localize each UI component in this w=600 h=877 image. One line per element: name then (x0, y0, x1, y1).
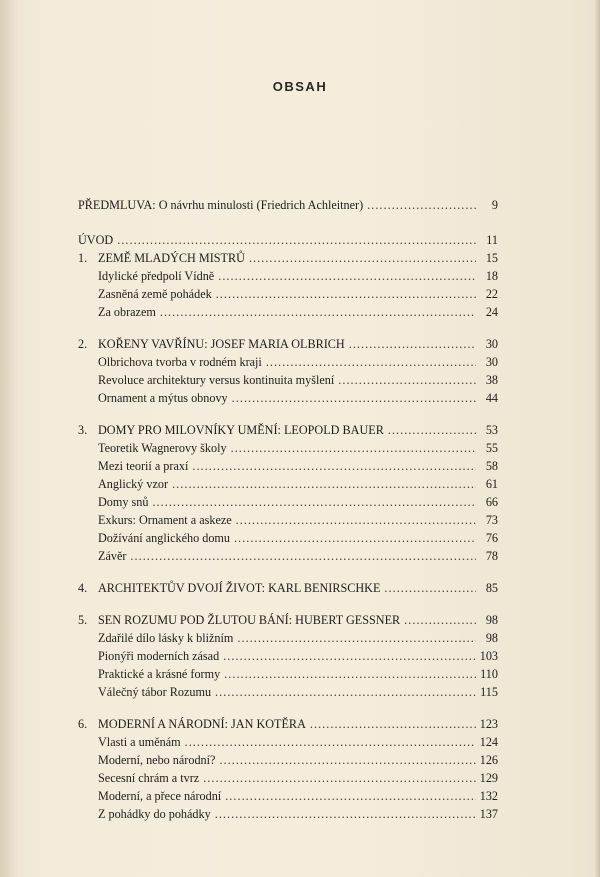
chapter-number: 2. (78, 337, 88, 351)
dot-leader (249, 249, 476, 267)
toc-page-number: 9 (491, 198, 498, 212)
toc-page-number: 53 (485, 423, 498, 437)
toc-subentry[interactable] (78, 511, 498, 529)
subentry-title: Zdařilé dílo lásky k bližním (98, 631, 234, 645)
dot-leader (223, 647, 476, 665)
toc-page-number: 124 (479, 735, 498, 749)
dot-leader (234, 529, 476, 547)
toc-page-number: 132 (479, 789, 498, 803)
toc-page-number: 110 (480, 667, 498, 681)
toc-subentry[interactable] (78, 457, 498, 475)
chapter-list (78, 249, 498, 823)
chapter-number: 6. (78, 717, 88, 731)
dot-leader (192, 457, 476, 475)
dot-leader (160, 303, 476, 321)
dot-leader (219, 751, 475, 769)
toc-page-number: 85 (485, 581, 498, 595)
toc-page-number: 73 (485, 513, 498, 527)
subentry-title: Secesní chrám a tvrz (98, 771, 200, 785)
subentry-title: Mezi teorií a praxí (98, 459, 189, 473)
dot-leader (215, 683, 476, 701)
dot-leader (231, 439, 476, 457)
subentry-title: Praktické a krásné formy (98, 667, 221, 681)
toc-chapter-6[interactable] (78, 715, 498, 733)
toc-page-number: 137 (479, 807, 498, 821)
toc-subentry[interactable] (78, 733, 498, 751)
dot-leader (232, 389, 476, 407)
toc-page-number: 15 (485, 251, 498, 265)
toc-page-number: 103 (479, 649, 498, 663)
chapter-number: 3. (78, 423, 88, 437)
dot-leader (404, 611, 476, 629)
toc-chapter-4[interactable] (78, 579, 498, 597)
toc-page-number: 129 (479, 771, 498, 785)
toc-subentry[interactable] (78, 647, 498, 665)
chapter-title: MODERNÍ A NÁRODNÍ: JAN KOTĚRA (98, 717, 306, 731)
toc-subentry[interactable] (78, 769, 498, 787)
dot-leader (225, 787, 476, 805)
chapter-number: 4. (78, 581, 88, 595)
toc-chapter-3[interactable] (78, 421, 498, 439)
table-of-contents (78, 196, 498, 823)
dot-leader (338, 371, 476, 389)
dot-leader (266, 353, 476, 371)
dot-leader (117, 231, 476, 249)
dot-leader (367, 196, 476, 214)
toc-subentry[interactable] (78, 389, 498, 407)
toc-subentry[interactable] (78, 303, 498, 321)
toc-entry-preface[interactable] (78, 196, 498, 214)
toc-page-number: 30 (485, 355, 498, 369)
dot-leader (310, 715, 476, 733)
toc-subentry[interactable] (78, 751, 498, 769)
dot-leader (152, 493, 476, 511)
subentry-title: Domy snů (98, 495, 149, 509)
toc-subentry[interactable] (78, 475, 498, 493)
dot-leader (236, 511, 476, 529)
dot-leader (203, 769, 476, 787)
toc-chapter-2[interactable] (78, 335, 498, 353)
toc-page-number: 38 (485, 373, 498, 387)
toc-subentry[interactable] (78, 493, 498, 511)
toc-page-number: 78 (485, 549, 498, 563)
subentry-title: Moderní, nebo národní? (98, 753, 216, 767)
toc-chapter-5[interactable] (78, 611, 498, 629)
subentry-title: Vlasti a uměnám (98, 735, 181, 749)
toc-entry-title: ÚVOD (78, 233, 114, 247)
subentry-title: Za obrazem (98, 305, 156, 319)
toc-entry-title: PŘEDMLUVA: O návrhu minulosti (Friedrich Achleitner) (78, 198, 364, 212)
dot-leader (218, 267, 476, 285)
toc-subentry[interactable] (78, 805, 498, 823)
toc-chapter-1[interactable] (78, 249, 498, 267)
toc-subentry[interactable] (78, 353, 498, 371)
toc-subentry[interactable] (78, 665, 498, 683)
chapter-title: DOMY PRO MILOVNÍKY UMĚNÍ: LEOPOLD BAUER (98, 423, 384, 437)
toc-subentry[interactable] (78, 629, 498, 647)
toc-subentry[interactable] (78, 285, 498, 303)
dot-leader (224, 665, 476, 683)
subentry-title: Revoluce architektury versus kontinuita myšlení (98, 373, 335, 387)
dot-leader (237, 629, 476, 647)
toc-subentry[interactable] (78, 371, 498, 389)
subentry-title: Olbrichova tvorba v rodném kraji (98, 355, 262, 369)
toc-page-number: 123 (479, 717, 498, 731)
subentry-title: Závěr (98, 549, 127, 563)
toc-page-number: 55 (485, 441, 498, 455)
subentry-title: Zasněná země pohádek (98, 287, 212, 301)
subentry-title: Exkurs: Ornament a askeze (98, 513, 232, 527)
toc-page-number: 18 (485, 269, 498, 283)
dot-leader (185, 733, 476, 751)
chapter-title: ARCHITEKTŮV DVOJÍ ŽIVOT: KARL BENIRSCHKE (98, 581, 381, 595)
dot-leader (388, 421, 476, 439)
toc-page-number: 115 (480, 685, 498, 699)
dot-leader (172, 475, 476, 493)
chapter-title: SEN ROZUMU POD ŽLUTOU BÁNÍ: HUBERT GESSNER (98, 613, 401, 627)
toc-page-number: 11 (486, 233, 498, 247)
toc-page-number: 22 (485, 287, 498, 301)
dot-leader (216, 285, 476, 303)
toc-entry-intro[interactable] (78, 231, 498, 249)
subentry-title: Z pohádky do pohádky (98, 807, 211, 821)
chapter-title: KOŘENY VAVŘÍNU: JOSEF MARIA OLBRICH (98, 337, 345, 351)
chapter-number: 1. (78, 251, 88, 265)
subentry-title: Válečný tábor Rozumu (98, 685, 212, 699)
toc-page-number: 98 (485, 613, 498, 627)
chapter-number: 5. (78, 613, 88, 627)
toc-page-number: 98 (485, 631, 498, 645)
subentry-title: Dožívání anglického domu (98, 531, 230, 545)
toc-subentry[interactable] (78, 547, 498, 565)
toc-page-number: 30 (485, 337, 498, 351)
dot-leader (384, 579, 476, 597)
toc-page-number: 76 (485, 531, 498, 545)
subentry-title: Moderní, a přece národní (98, 789, 222, 803)
toc-page-number: 66 (485, 495, 498, 509)
toc-page-number: 61 (485, 477, 498, 491)
toc-page-number: 58 (485, 459, 498, 473)
toc-page-number: 44 (485, 391, 498, 405)
subentry-title: Idylické předpolí Vídně (98, 269, 215, 283)
toc-page-number: 126 (479, 753, 498, 767)
subentry-title: Anglický vzor (98, 477, 169, 491)
toc-subentry[interactable] (78, 267, 498, 285)
page-title: OBSAH (272, 79, 328, 94)
toc-page-number: 24 (485, 305, 498, 319)
toc-subentry[interactable] (78, 787, 498, 805)
dot-leader (130, 547, 476, 565)
subentry-title: Pionýři moderních zásad (98, 649, 220, 663)
toc-subentry[interactable] (78, 439, 498, 457)
dot-leader (215, 805, 476, 823)
toc-subentry[interactable] (78, 683, 498, 701)
chapter-title: ZEMĚ MLADÝCH MISTRŮ (98, 251, 245, 265)
subentry-title: Ornament a mýtus obnovy (98, 391, 228, 405)
dot-leader (349, 335, 476, 353)
toc-subentry[interactable] (78, 529, 498, 547)
subentry-title: Teoretik Wagnerovy školy (98, 441, 227, 455)
